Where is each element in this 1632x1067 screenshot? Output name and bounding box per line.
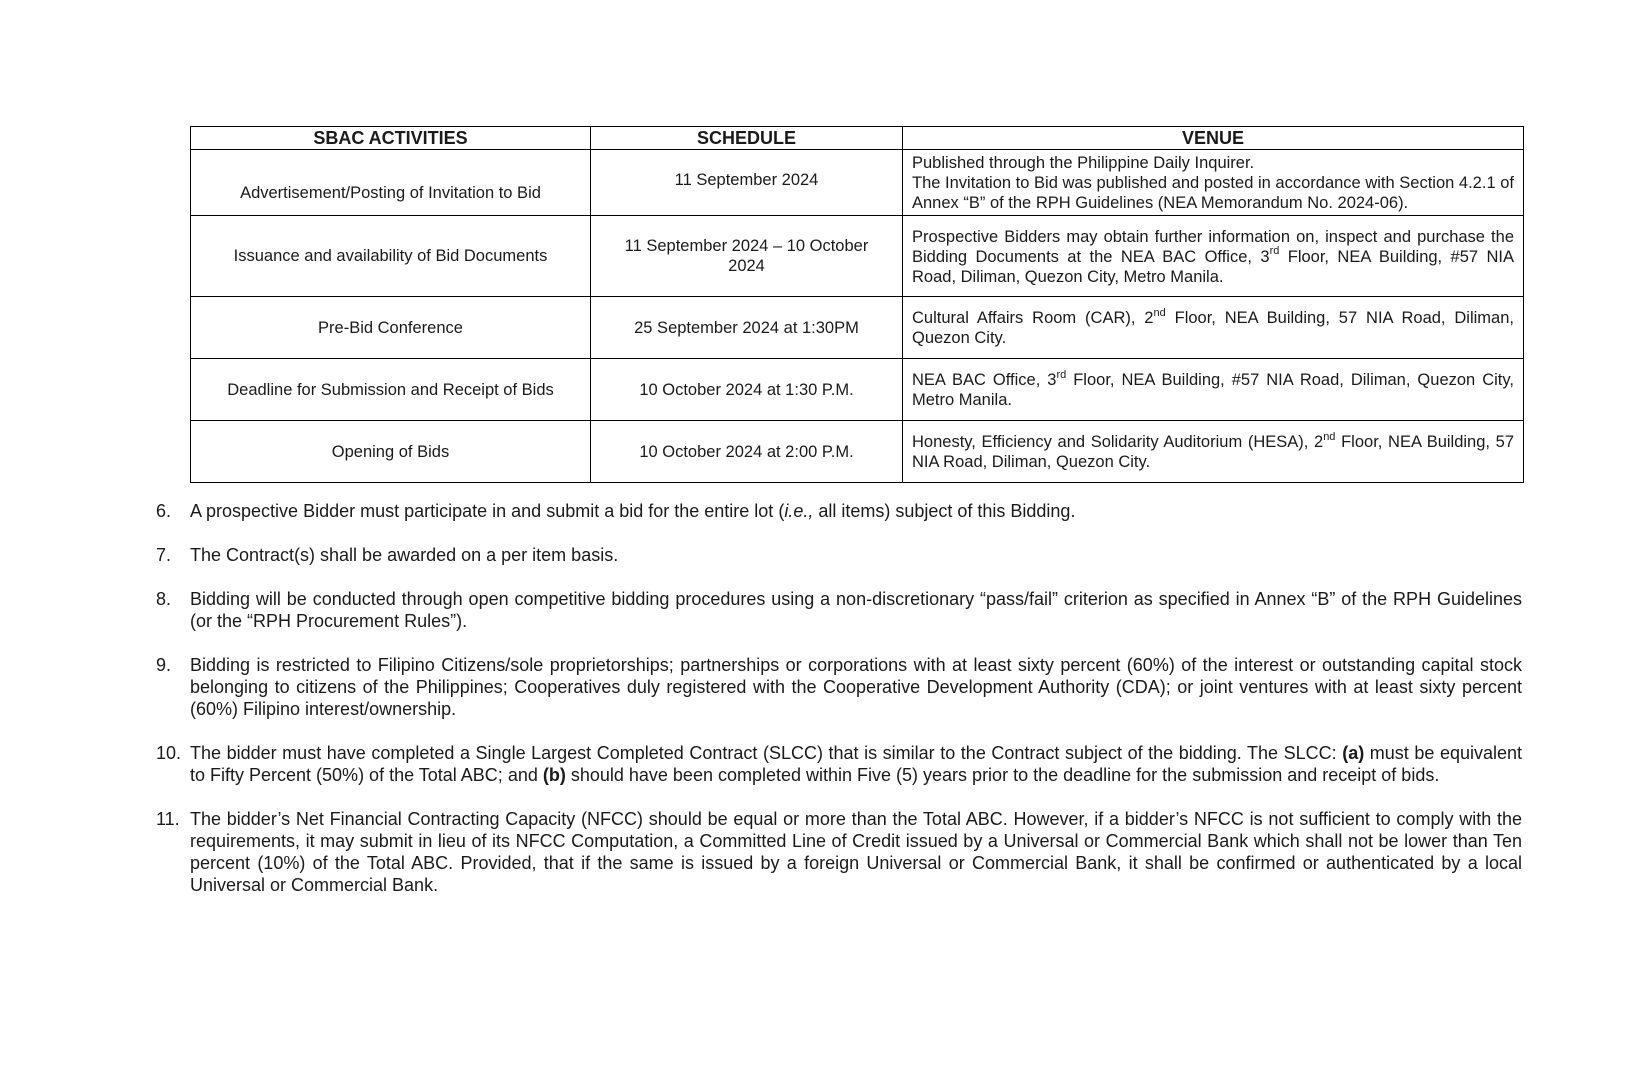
venue-text: Prospective Bidders may obtain further information on, inspect and purchase the Bidding Documents at the NEA BAC Office, 3 <box>912 227 1514 266</box>
venue-text: Floor, NEA Building, 57 NIA Road, Diliman, Quezon City. <box>912 433 1515 471</box>
item-number: 6. <box>156 501 172 521</box>
item-text: Bidding is restricted to Filipino Citizens/sole proprietorships; partnerships or corporations with at least sixty percent (60%) of the interest or outstanding capital stock belonging to citizens of the Philippines; Cooperatives duly registered with the Cooperative Development Authority (CDA); or joint ventures with at least sixty percent (60%) Filipino interest/ownership. <box>190 655 1522 719</box>
schedule-cell: 10 October 2024 at 1:30 P.M. <box>591 359 903 421</box>
item-text: Bidding will be conducted through open competitive bidding procedures using a non-discretionary “pass/fail” criterion as specified in Annex “B” of the RPH Guidelines (or the “RPH Procurement Rules”). <box>190 589 1522 631</box>
item-text: A prospective Bidder must participate in and submit a bid for the entire lot ( <box>190 501 785 521</box>
list-item <box>156 808 1522 896</box>
activity-cell: Issuance and availability of Bid Documents <box>191 216 591 297</box>
item-bold: (b) <box>542 765 566 785</box>
list-item <box>156 544 1522 566</box>
item-number: 11. <box>156 809 180 829</box>
item-text: should have been completed within Five (5) years prior to the deadline for the submission and receipt of bids. <box>565 765 1440 785</box>
venue-line: Published through the Philippine Daily Inquirer. <box>912 154 1255 172</box>
venue-cell <box>903 421 1524 483</box>
table-row <box>191 216 1524 297</box>
venue-text: Floor, NEA Building, #57 NIA Road, Diliman, Quezon City, Metro Manila. <box>912 247 1514 286</box>
venue-cell <box>903 359 1524 421</box>
list-item <box>156 500 1522 522</box>
venue-text: NEA BAC Office, 3 <box>912 371 1057 389</box>
table-header-row <box>191 127 1524 150</box>
activity-cell: Advertisement/Posting of Invitation to Bid <box>191 150 591 216</box>
ordinal-suffix: rd <box>1056 368 1067 381</box>
table-row <box>191 297 1524 359</box>
venue-cell <box>903 216 1524 297</box>
activity-cell: Pre-Bid Conference <box>191 297 591 359</box>
ordinal-suffix: nd <box>1153 306 1166 319</box>
item-text: The bidder must have completed a Single Largest Completed Contract (SLCC) that is similar to the Contract subject of the bidding. The SLCC: <box>190 743 1343 763</box>
list-item <box>156 654 1522 720</box>
item-number: 8. <box>156 589 172 609</box>
list-item <box>156 588 1522 632</box>
item-number: 10. <box>156 743 182 763</box>
header-schedule: SCHEDULE <box>591 127 903 150</box>
list-item <box>156 742 1522 786</box>
venue-cell <box>903 150 1524 216</box>
header-venue: VENUE <box>903 127 1524 150</box>
ordinal-suffix: rd <box>1269 245 1280 257</box>
activity-cell: Opening of Bids <box>191 421 591 483</box>
item-text: must be equivalent to Fifty Percent (50%) of the Total ABC; and <box>190 743 1523 785</box>
table-row <box>191 421 1524 483</box>
venue-line: The Invitation to Bid was published and posted in accordance with Section 4.2.1 of Annex “B” of the RPH Guidelines (NEA Memorandum No. 2024-06). <box>912 174 1514 212</box>
item-italic: i.e., <box>784 501 814 521</box>
item-text: The Contract(s) shall be awarded on a per item basis. <box>190 545 619 565</box>
item-text: all items) subject of this Bidding. <box>813 501 1076 521</box>
venue-text: Cultural Affairs Room (CAR), 2 <box>912 309 1154 327</box>
table-row <box>191 359 1524 421</box>
table-row <box>191 150 1524 216</box>
schedule-cell: 11 September 2024 <box>591 150 903 216</box>
item-number: 9. <box>156 655 172 675</box>
header-activities: SBAC ACTIVITIES <box>191 127 591 150</box>
sbac-schedule-table <box>190 126 1524 483</box>
ordinal-suffix: nd <box>1323 430 1336 443</box>
item-text: The bidder’s Net Financial Contracting Capacity (NFCC) should be equal or more than the Total ABC. However, if a bidder’s NFCC is not sufficient to comply with the requirements, it may submit in lieu of its NFCC Computation, a Committed Line of Credit issued by a Universal or Commercial Bank which shall not be lower than Ten percent (10%) of the Total ABC. Provided, that if the same is issued by a foreign Universal or Commercial Bank, it shall be confirmed or authenticated by a local Universal or Commercial Bank. <box>190 809 1522 895</box>
venue-cell <box>903 297 1524 359</box>
activity-cell: Deadline for Submission and Receipt of Bids <box>191 359 591 421</box>
numbered-provisions <box>156 500 1522 918</box>
venue-text: Floor, NEA Building, #57 NIA Road, Diliman, Quezon City, Metro Manila. <box>912 371 1514 409</box>
schedule-cell: 10 October 2024 at 2:00 P.M. <box>591 421 903 483</box>
schedule-cell: 11 September 2024 – 10 October 2024 <box>591 216 903 297</box>
venue-text: Honesty, Efficiency and Solidarity Auditorium (HESA), 2 <box>912 433 1324 451</box>
item-number: 7. <box>156 545 172 565</box>
item-bold: (a) <box>1342 743 1365 763</box>
schedule-cell: 25 September 2024 at 1:30PM <box>591 297 903 359</box>
venue-text: Floor, NEA Building, 57 NIA Road, Diliman, Quezon City. <box>912 309 1514 347</box>
